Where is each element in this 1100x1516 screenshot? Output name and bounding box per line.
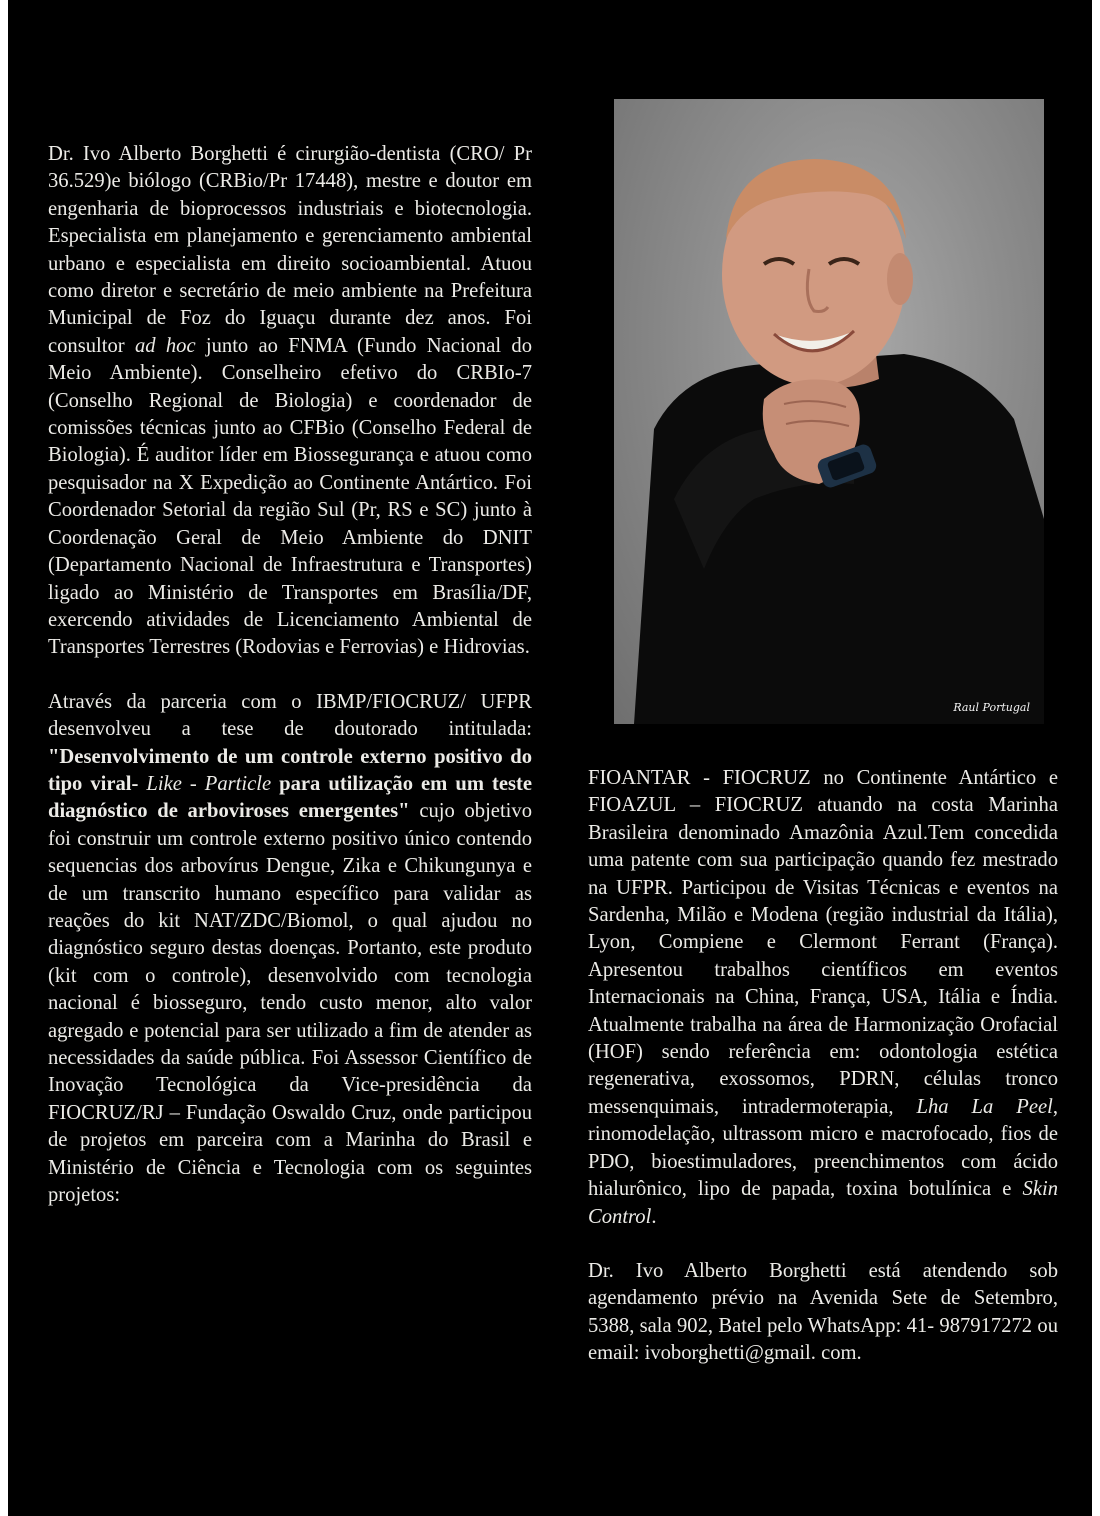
brochure-page (8, 0, 1092, 1516)
biography-left-column (48, 141, 532, 1209)
projects-italic-lha-la-peel: Lha La Peel (916, 1095, 1053, 1118)
portrait-illustration (614, 99, 1044, 724)
thesis-title-italic: Like - Particle (138, 772, 280, 795)
biography-right-column (588, 765, 1058, 1368)
projects-text-2: , rinomodelação, ultrassom micro e macrofocado, fios de PDO, bioestimuladores, preenchimentos com ácido hialurônico, lipo de papada, toxina botulínica e (588, 1095, 1058, 1201)
bio-text-2: junto ao FNMA (Fundo Nacional do Meio Ambiente). Conselheiro efetivo do CRBIo-7 (Conselho Regional de Biologia) e coordenador de comissões técnicas junto ao CFBio (Conselho Federal de Biologia). É auditor líder em Biossegurança e atuou como pesquisador na X Expedição ao Continente Antártico. Foi Coordenador Setorial da região Sul (Pr, RS e SC) junto à Coordenação Geral de Meio Ambiente do DNIT (Departamento Nacional de Infraestrutura e Transportes) ligado ao Ministério de Transportes em Brasília/DF, exercendo atividades de Licenciamento Ambiental de Transportes Terrestres (Rodovias e Ferrovias) e Hidrovias. (48, 334, 532, 659)
contact-paragraph: Dr. Ivo Alberto Borghetti está atendendo sob agendamento prévio na Avenida Sete de Setembro, 5388, sala 902, Batel pelo WhatsApp: 41- 987917272 ou email: ivoborghetti@gmail. com. (588, 1259, 1058, 1365)
projects-paragraph (588, 765, 1058, 1231)
projects-text-3: . (651, 1205, 657, 1228)
biography-paragraph-2 (48, 689, 532, 1210)
bio-italic-ad-hoc: ad hoc (134, 334, 196, 357)
projects-text-1: FIOANTAR - FIOCRUZ no Continente Antártico e FIOAZUL – FIOCRUZ atuando na costa Marinha Brasileira denominado Amazônia Azul.Tem concedida uma patente com sua participação quando fez mestrado na UFPR. Participou de Visitas Técnicas e eventos na Sardenha, Milão e Modena (região industrial da Itália), Lyon, Compiene e Clermont Ferrant (França). Apresentou trabalhos científicos em eventos Internacionais na China, França, USA, Itália e Índia. Atualmente trabalha na área de Harmonização Orofacial (HOF) sendo referência em: odontologia estética regenerativa, exossomos, PDRN, células tronco messenquimais, intradermoterapia, (588, 767, 1058, 1118)
thesis-title-part-2: para utilização em um teste diagnóstico de arboviroses emergentes" (48, 772, 533, 823)
projects-italic-skin-control: Skin Control (588, 1178, 1058, 1228)
portrait-photo (614, 99, 1044, 724)
thesis-title-part-1: "Desenvolvimento de um controle externo positivo do tipo viral- (48, 745, 532, 795)
thesis-description-text: cujo objetivo foi construir um controle externo positivo único contendo sequencias dos arbovírus Dengue, Zika e Chikungunya e de um transcrito humano específico para validar as reações do kit NAT/ZDC/Biomol, o qual ajudou no diagnóstico seguro destas doenças. Portanto, este produto (kit com o controle), desenvolvido com tecnologia nacional é biosseguro, tendo custo menor, alto valor agregado e potencial para ser utilizado a fim de atender as necessidades da saúde pública. Foi Assessor Científico de Inovação Tecnológica da Vice-presidência da FIOCRUZ/RJ – Fundação Oswaldo Cruz, onde participou de projetos em parceira com a Marinha do Brasil e Ministério de Ciência e Tecnologia com os seguintes projetos: (48, 800, 532, 1207)
photographer-signature: Raul Portugal (953, 701, 1030, 714)
biography-paragraph-1 (48, 141, 532, 662)
thesis-intro-text: Através da parceria com o IBMP/FIOCRUZ/ UFPR desenvolveu a tese de doutorado intitulada: (48, 690, 532, 741)
bio-text-1: Dr. Ivo Alberto Borghetti é cirurgião-dentista (CRO/ Pr 36.529)e biólogo (CRBio/Pr 17448), mestre e doutor em engenharia de bioprocessos industriais e biotecnologia. Especialista em planejamento e gerenciamento ambiental urbano e especialista em direito socioambiental. Atuou como diretor e secretário de meio ambiente na Prefeitura Municipal de Foz do Iguaçu durante dez anos. Foi consultor (48, 143, 532, 357)
